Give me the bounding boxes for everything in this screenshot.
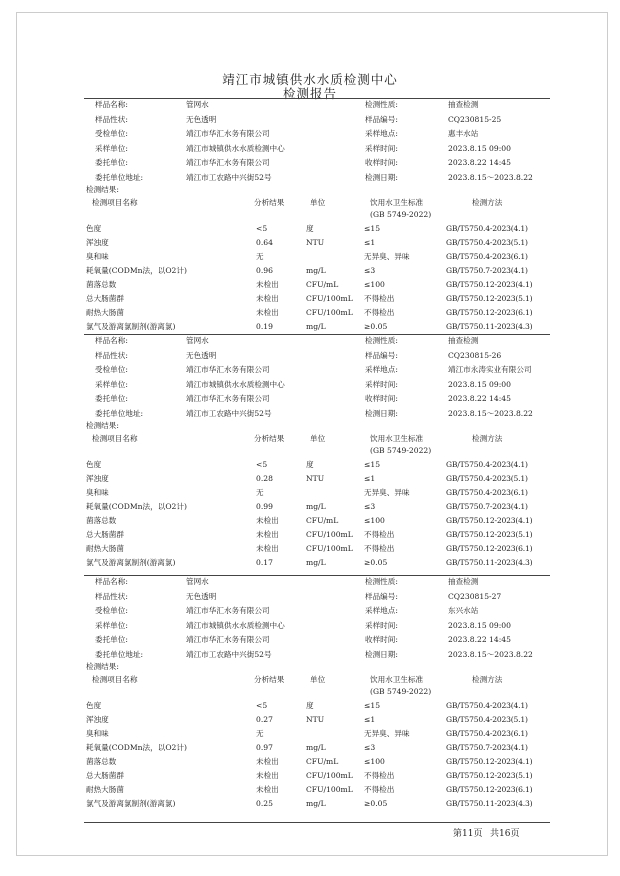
value-recv-time: 2023.8.22 14:45 [448, 158, 511, 168]
value-sample-prop: 无色透明 [186, 591, 217, 601]
row-item: 菌落总数 [86, 756, 117, 766]
label-sample-time: 采样时间: [365, 379, 398, 389]
lab-title: 靖江市城镇供水水质检测中心 [222, 72, 398, 87]
value-test-prop: 抽查检测 [448, 577, 479, 586]
value-test-prop: 抽查检测 [448, 336, 479, 345]
row-result: 未检出 [256, 293, 279, 303]
row-unit: NTU [306, 714, 325, 724]
col-header-standard-code: (GB 5749-2022) [370, 686, 432, 696]
row-item: 氯气及游离氯制剂(游离氯) [86, 321, 176, 331]
row-method: GB/T5750.11-2023(4.3) [446, 798, 533, 808]
row-unit: CFU/100mL [306, 529, 353, 539]
label-sample-name: 样品名称: [95, 100, 128, 109]
row-unit: mg/L [306, 557, 326, 567]
row-unit: mg/L [306, 742, 326, 752]
label-recv-time: 收样时间: [365, 394, 398, 404]
row-method: GB/T5750.4-2023(5.1) [446, 714, 528, 724]
label-sample-site: 采样地点: [365, 606, 398, 616]
row-unit: NTU [306, 473, 325, 483]
label-sampler: 采样单位: [95, 379, 128, 389]
row-method: GB/T5750.12-2023(4.1) [446, 279, 533, 289]
row-item: 耗氧量(CODMn法，以O2计) [86, 742, 187, 752]
row-method: GB/T5750.4-2023(6.1) [446, 728, 528, 738]
value-test-date: 2023.8.15～2023.8.22 [448, 409, 533, 418]
col-header-item: 检测项目名称 [92, 197, 138, 207]
value-sample-no: CQ230815-27 [448, 591, 502, 601]
row-item: 总大肠菌群 [86, 770, 124, 780]
row-unit: mg/L [306, 321, 326, 331]
page-total: 共16页 [490, 829, 520, 839]
value-entrust: 靖江市华汇水务有限公司 [186, 394, 270, 404]
row-standard: ≤15 [364, 700, 381, 710]
row-standard: ≤100 [364, 279, 385, 289]
row-item: 浑浊度 [86, 237, 109, 247]
col-header-result: 分析结果 [254, 433, 285, 443]
row-unit: CFU/100mL [306, 307, 353, 317]
label-test-date: 检测日期: [365, 173, 398, 182]
row-item: 耐热大肠菌 [86, 784, 124, 794]
row-result: 未检出 [256, 784, 279, 794]
row-result: 0.99 [256, 501, 273, 511]
row-method: GB/T5750.12-2023(4.1) [446, 515, 533, 525]
value-client: 靖江市华汇水务有限公司 [186, 129, 270, 139]
value-sample-time: 2023.8.15 09:00 [448, 620, 511, 630]
col-header-standard: 饮用水卫生标准 [370, 197, 424, 207]
value-sampler: 靖江市城镇供水水质检测中心 [186, 379, 285, 389]
value-sample-time: 2023.8.15 09:00 [448, 379, 511, 389]
col-header-standard: 饮用水卫生标准 [370, 433, 424, 443]
row-result: <5 [256, 459, 268, 469]
row-method: GB/T5750.12-2023(6.1) [446, 784, 533, 794]
row-item: 耗氧量(CODMn法，以O2计) [86, 501, 187, 511]
row-unit: mg/L [306, 798, 326, 808]
section-top-rule [84, 334, 550, 335]
label-sample-name: 样品名称: [95, 577, 128, 586]
row-result: 0.25 [256, 798, 273, 808]
row-standard: ≤1 [364, 237, 376, 247]
col-header-item: 检测项目名称 [92, 433, 138, 443]
label-client: 受检单位: [95, 129, 128, 139]
row-standard: 不得检出 [364, 770, 395, 780]
col-header-method: 检测方法 [472, 674, 503, 684]
row-result: 未检出 [256, 529, 279, 539]
row-item: 氯气及游离氯制剂(游离氯) [86, 798, 176, 808]
row-method: GB/T5750.4-2023(5.1) [446, 473, 528, 483]
row-method: GB/T5750.4-2023(4.1) [446, 223, 528, 233]
row-standard: 不得检出 [364, 543, 395, 553]
row-method: GB/T5750.12-2023(4.1) [446, 756, 533, 766]
page-number: 第11页 [453, 829, 483, 839]
row-unit: 度 [306, 700, 314, 710]
row-result: 0.97 [256, 742, 273, 752]
row-method: GB/T5750.12-2023(5.1) [446, 770, 533, 780]
row-standard: ≤15 [364, 223, 381, 233]
label-test-prop: 检测性质: [365, 577, 398, 586]
row-unit: CFU/mL [306, 279, 339, 289]
label-sampler: 采样单位: [95, 620, 128, 630]
row-item: 氯气及游离氯制剂(游离氯) [86, 557, 176, 567]
row-standard: ≤100 [364, 756, 385, 766]
label-client: 受检单位: [95, 365, 128, 375]
value-entrust-addr: 靖江市工农路中兴街52号 [186, 409, 272, 418]
row-unit: CFU/mL [306, 756, 339, 766]
value-recv-time: 2023.8.22 14:45 [448, 635, 511, 645]
results-label: 检测结果: [86, 184, 119, 194]
row-result: 未检出 [256, 543, 279, 553]
row-item: 色度 [86, 459, 102, 469]
col-header-item: 检测项目名称 [92, 674, 138, 684]
value-entrust-addr: 靖江市工农路中兴街52号 [186, 650, 272, 659]
row-result: 未检出 [256, 515, 279, 525]
label-sample-time: 采样时间: [365, 143, 398, 153]
row-method: GB/T5750.7-2023(4.1) [446, 265, 528, 275]
row-item: 臭和味 [86, 487, 109, 497]
label-sample-no: 样品编号: [365, 350, 398, 360]
label-test-date: 检测日期: [365, 650, 398, 659]
row-standard: 不得检出 [364, 529, 395, 539]
row-unit: NTU [306, 237, 325, 247]
row-item: 臭和味 [86, 251, 109, 261]
row-result: 未检出 [256, 307, 279, 317]
row-item: 菌落总数 [86, 515, 117, 525]
row-standard: 不得检出 [364, 293, 395, 303]
label-entrust: 委托单位: [95, 394, 128, 404]
section-top-rule [84, 575, 550, 576]
row-result: 无 [256, 487, 264, 497]
row-result: 无 [256, 251, 264, 261]
row-result: 0.17 [256, 557, 273, 567]
row-standard: 无异臭、异味 [364, 728, 410, 738]
col-header-method: 检测方法 [472, 433, 503, 443]
value-sample-site: 靖江市永涛实业有限公司 [448, 365, 532, 375]
row-unit: CFU/100mL [306, 784, 353, 794]
label-sampler: 采样单位: [95, 143, 128, 153]
label-sample-prop: 样品性状: [95, 350, 128, 360]
row-method: GB/T5750.4-2023(6.1) [446, 487, 528, 497]
row-standard: 无异臭、异味 [364, 251, 410, 261]
row-unit: 度 [306, 223, 314, 233]
row-method: GB/T5750.4-2023(6.1) [446, 251, 528, 261]
results-label: 检测结果: [86, 420, 119, 430]
label-client: 受检单位: [95, 606, 128, 616]
row-result: 0.27 [256, 714, 273, 724]
row-standard: ≥0.05 [364, 798, 388, 808]
value-sample-site: 东兴水站 [448, 606, 479, 616]
row-item: 耐热大肠菌 [86, 543, 124, 553]
label-sample-prop: 样品性状: [95, 114, 128, 124]
row-item: 色度 [86, 223, 102, 233]
row-standard: 无异臭、异味 [364, 487, 410, 497]
label-test-prop: 检测性质: [365, 336, 398, 345]
row-standard: ≤1 [364, 714, 376, 724]
label-entrust-addr: 委托单位地址: [95, 173, 144, 182]
label-sample-site: 采样地点: [365, 365, 398, 375]
row-standard: ≥0.05 [364, 557, 388, 567]
col-header-unit: 单位 [310, 433, 326, 443]
row-standard: ≤1 [364, 473, 376, 483]
value-sample-name: 管网水 [186, 577, 209, 586]
col-header-unit: 单位 [310, 674, 326, 684]
row-method: GB/T5750.12-2023(5.1) [446, 293, 533, 303]
row-method: GB/T5750.4-2023(5.1) [446, 237, 528, 247]
label-test-date: 检测日期: [365, 409, 398, 418]
row-method: GB/T5750.11-2023(4.3) [446, 321, 533, 331]
value-sample-name: 管网水 [186, 336, 209, 345]
row-method: GB/T5750.12-2023(6.1) [446, 543, 533, 553]
row-unit: mg/L [306, 265, 326, 275]
section-bottom-rule [84, 822, 550, 823]
row-item: 臭和味 [86, 728, 109, 738]
row-standard: ≤100 [364, 515, 385, 525]
row-standard: ≤15 [364, 459, 381, 469]
row-method: GB/T5750.4-2023(4.1) [446, 459, 528, 469]
value-test-date: 2023.8.15～2023.8.22 [448, 650, 533, 659]
row-method: GB/T5750.12-2023(5.1) [446, 529, 533, 539]
row-item: 总大肠菌群 [86, 293, 124, 303]
value-recv-time: 2023.8.22 14:45 [448, 394, 511, 404]
col-header-unit: 单位 [310, 197, 326, 207]
value-entrust: 靖江市华汇水务有限公司 [186, 635, 270, 645]
row-result: 未检出 [256, 279, 279, 289]
value-sampler: 靖江市城镇供水水质检测中心 [186, 620, 285, 630]
row-result: 0.64 [256, 237, 273, 247]
label-entrust: 委托单位: [95, 635, 128, 645]
row-item: 浑浊度 [86, 714, 109, 724]
value-entrust-addr: 靖江市工农路中兴街52号 [186, 173, 272, 182]
label-sample-no: 样品编号: [365, 114, 398, 124]
value-client: 靖江市华汇水务有限公司 [186, 606, 270, 616]
row-result: 0.96 [256, 265, 273, 275]
row-unit: mg/L [306, 501, 326, 511]
row-standard: ≤3 [364, 265, 376, 275]
row-standard: ≥0.05 [364, 321, 388, 331]
col-header-result: 分析结果 [254, 197, 285, 207]
label-sample-prop: 样品性状: [95, 591, 128, 601]
row-result: 未检出 [256, 770, 279, 780]
row-standard: ≤3 [364, 501, 376, 511]
label-recv-time: 收样时间: [365, 635, 398, 645]
row-result: <5 [256, 700, 268, 710]
col-header-result: 分析结果 [254, 674, 285, 684]
row-item: 总大肠菌群 [86, 529, 124, 539]
row-item: 耐热大肠菌 [86, 307, 124, 317]
row-result: 无 [256, 728, 264, 738]
value-sample-time: 2023.8.15 09:00 [448, 143, 511, 153]
row-method: GB/T5750.7-2023(4.1) [446, 501, 528, 511]
col-header-standard-code: (GB 5749-2022) [370, 445, 432, 455]
value-sample-name: 管网水 [186, 100, 209, 109]
row-item: 色度 [86, 700, 102, 710]
value-entrust: 靖江市华汇水务有限公司 [186, 158, 270, 168]
row-item: 浑浊度 [86, 473, 109, 483]
col-header-method: 检测方法 [472, 197, 503, 207]
section-top-rule [84, 98, 550, 99]
value-sample-no: CQ230815-26 [448, 350, 502, 360]
row-method: GB/T5750.7-2023(4.1) [446, 742, 528, 752]
label-entrust-addr: 委托单位地址: [95, 409, 144, 418]
row-result: 0.19 [256, 321, 273, 331]
value-sample-no: CQ230815-25 [448, 114, 502, 124]
row-item: 耗氧量(CODMn法，以O2计) [86, 265, 187, 275]
col-header-standard-code: (GB 5749-2022) [370, 209, 432, 219]
row-result: 未检出 [256, 756, 279, 766]
row-result: 0.28 [256, 473, 273, 483]
row-standard: 不得检出 [364, 784, 395, 794]
row-result: <5 [256, 223, 268, 233]
row-unit: CFU/100mL [306, 543, 353, 553]
label-entrust: 委托单位: [95, 158, 128, 168]
row-method: GB/T5750.12-2023(6.1) [446, 307, 533, 317]
results-label: 检测结果: [86, 661, 119, 671]
row-unit: CFU/100mL [306, 770, 353, 780]
label-sample-time: 采样时间: [365, 620, 398, 630]
label-sample-no: 样品编号: [365, 591, 398, 601]
row-standard: ≤3 [364, 742, 376, 752]
value-sample-site: 惠丰水站 [448, 129, 479, 139]
row-standard: 不得检出 [364, 307, 395, 317]
value-test-date: 2023.8.15～2023.8.22 [448, 173, 533, 182]
report-title: 检测报告 [282, 86, 337, 101]
value-sampler: 靖江市城镇供水水质检测中心 [186, 143, 285, 153]
label-test-prop: 检测性质: [365, 100, 398, 109]
row-item: 菌落总数 [86, 279, 117, 289]
row-method: GB/T5750.11-2023(4.3) [446, 557, 533, 567]
label-recv-time: 收样时间: [365, 158, 398, 168]
col-header-standard: 饮用水卫生标准 [370, 674, 424, 684]
label-entrust-addr: 委托单位地址: [95, 650, 144, 659]
row-method: GB/T5750.4-2023(4.1) [446, 700, 528, 710]
label-sample-name: 样品名称: [95, 336, 128, 345]
value-sample-prop: 无色透明 [186, 350, 217, 360]
row-unit: CFU/mL [306, 515, 339, 525]
row-unit: CFU/100mL [306, 293, 353, 303]
row-unit: 度 [306, 459, 314, 469]
value-client: 靖江市华汇水务有限公司 [186, 365, 270, 375]
value-test-prop: 抽查检测 [448, 100, 479, 109]
value-sample-prop: 无色透明 [186, 114, 217, 124]
label-sample-site: 采样地点: [365, 129, 398, 139]
